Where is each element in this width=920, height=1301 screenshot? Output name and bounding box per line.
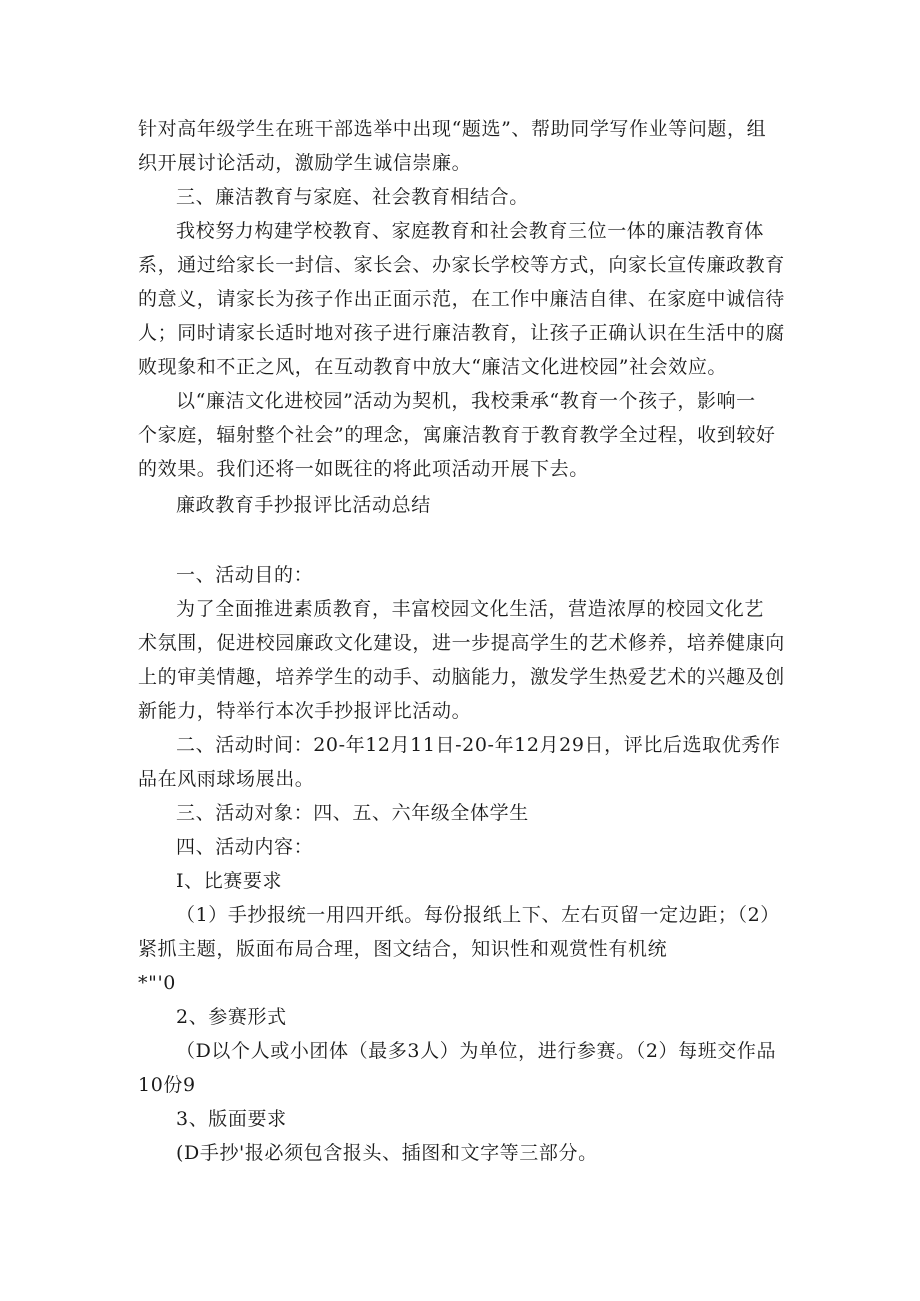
subsection-heading: 2、参赛形式 — [176, 1006, 287, 1028]
subsection-heading: 3、版面要求 — [176, 1108, 287, 1130]
paragraph-line: 术氛围，促进校园廉政文化建设，进一步提高学生的艺术修养，培养健康向 — [138, 632, 785, 654]
paragraph-line: 织开展讨论活动，激励学生诚信崇廉。 — [138, 152, 472, 174]
section-heading: 一、活动目的： — [176, 564, 314, 586]
paragraph-line: 人；同时请家长适时地对孩子进行廉洁教育，让孩子正确认识在生活中的腐 — [138, 322, 785, 344]
paragraph-line: 10份9 — [138, 1074, 196, 1096]
subsection-heading: I、比赛要求 — [176, 870, 283, 892]
paragraph-line: 败现象和不正之风，在互动教育中放大“廉洁文化进校园”社会效应。 — [138, 356, 728, 378]
section-heading: 三、廉洁教育与家庭、社会教育相结合。 — [176, 186, 529, 208]
document-title: 廉政教育手抄报评比活动总结 — [176, 494, 431, 516]
paragraph-line: 系，通过给家长一封信、家长会、办家长学校等方式，向家长宣传廉政教育 — [138, 254, 785, 276]
paragraph-line: 我校努力构建学校教育、家庭教育和社会教育三位一体的廉洁教育体 — [176, 220, 765, 242]
paragraph-line: 的意义，请家长为孩子作出正面示范，在工作中廉洁自律、在家庭中诚信待 — [138, 288, 785, 310]
paragraph-line: （D以个人或小团体（最多3人）为单位，进行参赛。（2）每班交作品 — [176, 1040, 777, 1062]
paragraph-line: 为了全面推进素质教育，丰富校园文化生活，营造浓厚的校园文化艺 — [176, 598, 765, 620]
paragraph-line: 紧抓主题，版面布局合理，图文结合，知识性和观赏性有机统 — [138, 938, 668, 960]
paragraph-line: 针对高年级学生在班干部选举中出现“题选”、帮助同学写作业等问题，组 — [138, 118, 767, 140]
section-heading: 三、活动对象：四、五、六年级全体学生 — [176, 802, 529, 824]
paragraph-line: *"'0 — [138, 972, 176, 994]
paragraph-line: （1）手抄报统一用四开纸。每份报纸上下、左右页留一定边距；（2） — [176, 904, 780, 926]
paragraph-line: 个家庭，辐射整个社会”的理念，寓廉洁教育于教育教学全过程，收到较好 — [138, 424, 776, 446]
paragraph-line: 以“廉洁文化进校园”活动为契机，我校秉承“教育一个孩子，影响一 — [176, 390, 756, 412]
section-heading: 二、活动时间：20-年12月11日-20-年12月29日，评比后选取优秀作 — [176, 734, 781, 756]
paragraph-line: 品在风雨球场展出。 — [138, 768, 315, 790]
paragraph-line: 新能力，特举行本次手抄报评比活动。 — [138, 700, 472, 722]
section-heading: 四、活动内容： — [176, 836, 314, 858]
paragraph-line: (D手抄'报必须包含报头、插图和文字等三部分。 — [176, 1142, 598, 1164]
paragraph-line: 的效果。我们还将一如既往的将此项活动开展下去。 — [138, 458, 589, 480]
paragraph-line: 上的审美情趣，培养学生的动手、动脑能力，激发学生热爱艺术的兴趣及创 — [138, 666, 785, 688]
